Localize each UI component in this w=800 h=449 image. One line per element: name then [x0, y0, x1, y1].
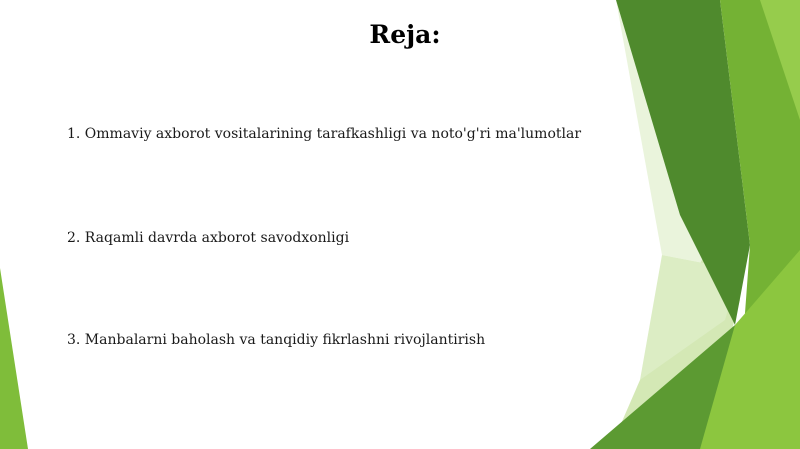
list-item: 1. Ommaviy axborot vositalarining tarafkashligi va noto'g'ri ma'lumotlar: [67, 126, 582, 142]
slide-title: Reja:: [369, 20, 441, 49]
list-item: 3. Manbalarni baholash va tanqidiy fikrlashni rivojlantirish: [67, 332, 486, 348]
list-item: 2. Raqamli davrda axborot savodxonligi: [67, 230, 350, 246]
left-green-sliver: [0, 268, 28, 449]
